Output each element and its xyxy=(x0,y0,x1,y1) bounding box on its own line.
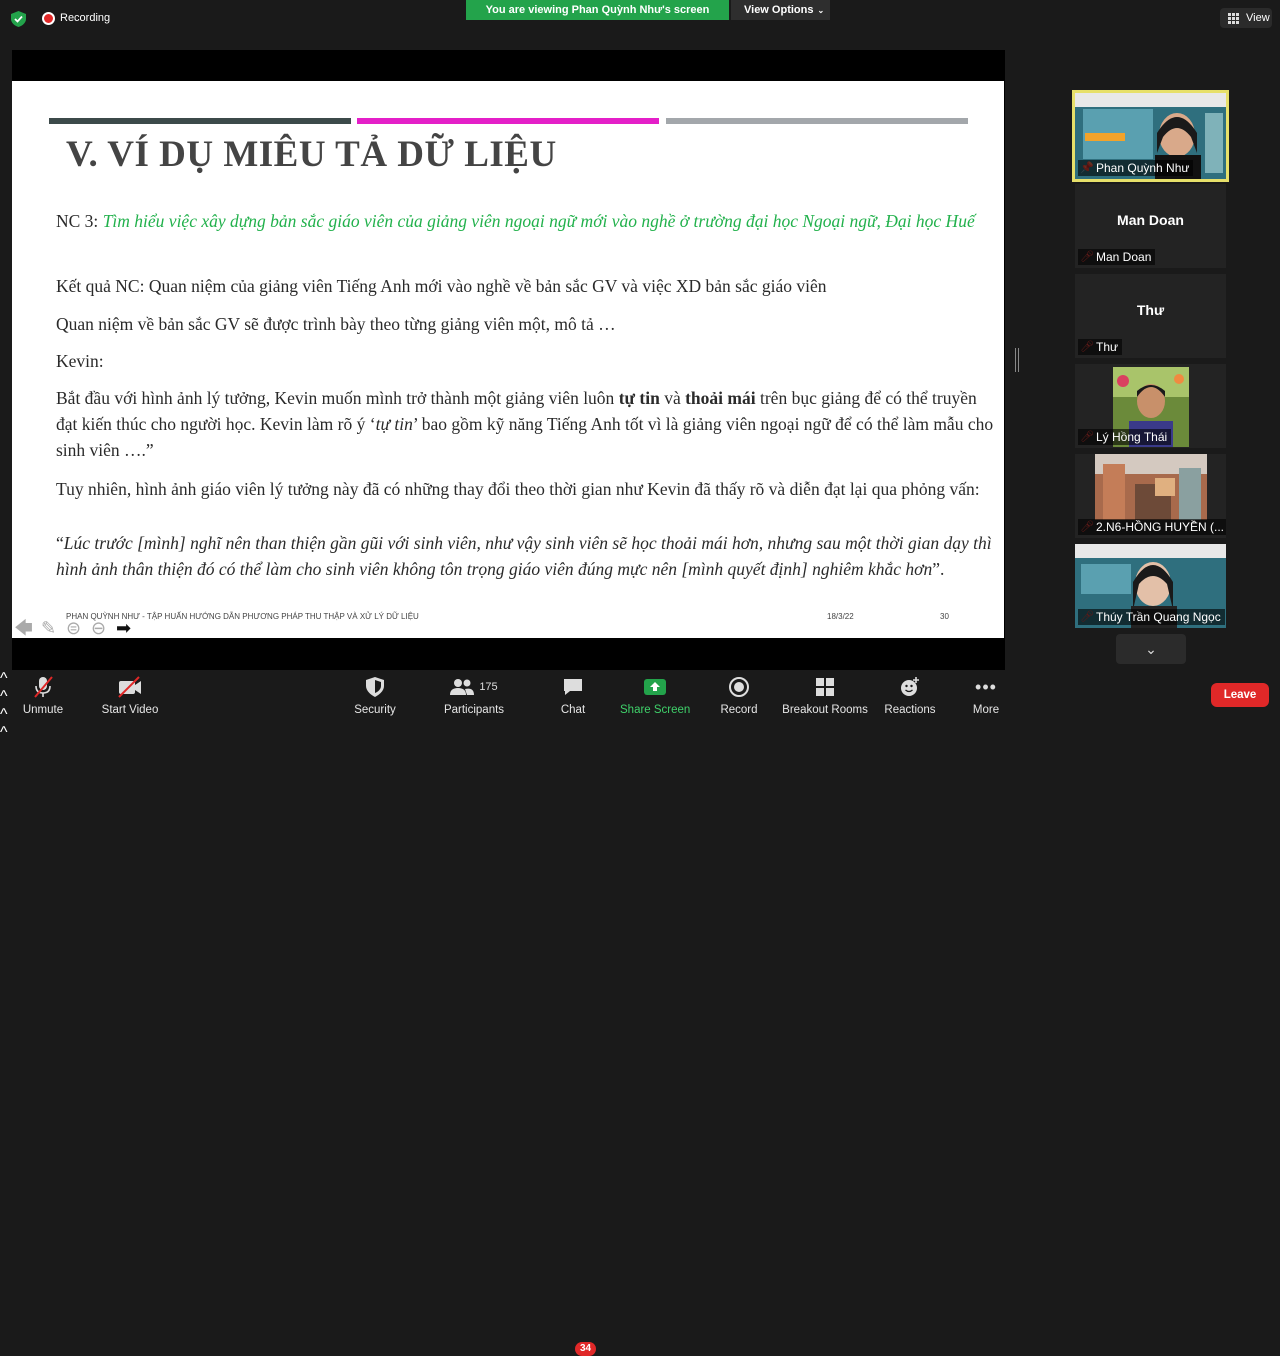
slideshow-controls xyxy=(14,618,133,638)
audio-options-caret[interactable]: ^ xyxy=(0,670,8,687)
p1-text-e: trên bục giảng để có thể truyền đạt kiến thúc cho người học. Kevin làm rõ ý ‘ xyxy=(56,388,977,434)
change-paragraph: Tuy nhiên, hình ảnh giáo viên lý tưởng này đã có những thay đổi theo thời gian như Kevin đã thấy rõ và diễn đạt lại qua phỏng vấn: xyxy=(56,479,980,499)
participant-display-name: Man Doan xyxy=(1117,212,1184,228)
chat-unread-badge: 34 xyxy=(575,1342,596,1356)
nc-prefix: NC 3: xyxy=(56,211,103,231)
participant-video xyxy=(1095,454,1207,520)
result-line: Kết quả NC: Quan niệm của giảng viên Tiếng Anh mới vào nghề về bản sắc GV và việc XD bản sắc giáo viên xyxy=(56,276,827,296)
participant-tile[interactable] xyxy=(1075,274,1226,358)
slide-bar-1 xyxy=(49,118,351,124)
participant-name: Man Doan xyxy=(1078,249,1155,265)
participant-tile[interactable] xyxy=(1072,90,1229,182)
breakout-rooms-button[interactable] xyxy=(782,674,868,718)
pen-icon[interactable]: ✎ xyxy=(40,617,57,638)
participant-name: Thư xyxy=(1078,339,1122,355)
slides-grid-icon[interactable]: ⊜ xyxy=(65,617,82,638)
p1-bold-confident: tự tin xyxy=(618,388,660,408)
share-screen-button[interactable] xyxy=(620,674,690,718)
view-button[interactable] xyxy=(1220,8,1272,28)
zoom-icon[interactable]: ⊖ xyxy=(90,617,107,638)
slide-footer-date: 18/3/22 xyxy=(827,612,854,621)
more-button[interactable] xyxy=(966,674,1006,718)
p1-text-g: ’ bao gồm kỹ năng Tiếng Anh tốt vì là giảng viên ngoại ngữ để có thể làm mẫu cho sinh viên ….” xyxy=(56,414,994,460)
chat-icon xyxy=(562,677,584,697)
chevron-down-icon: ⌄ xyxy=(817,6,825,15)
participants-options-caret[interactable]: ^ xyxy=(0,706,8,723)
slide-footer-title: PHAN QUỲNH NHƯ - TẬP HUẤN HƯỚNG DẪN PHƯƠNG PHÁP THU THẬP VÀ XỬ LÝ DỮ LIỆU xyxy=(66,612,419,621)
slide-title: V. VÍ DỤ MIÊU TẢ DỮ LIỆU xyxy=(66,134,557,175)
security-label: Security xyxy=(354,704,396,716)
view-label: View xyxy=(1246,12,1270,24)
more-label: More xyxy=(972,704,1000,716)
recording-label[interactable]: Recording xyxy=(60,12,111,24)
participant-tile[interactable] xyxy=(1075,184,1226,268)
video-options-caret[interactable]: ^ xyxy=(0,688,8,705)
p1-bold-comfortable: thoải mái xyxy=(685,388,756,408)
participant-tile[interactable] xyxy=(1075,544,1226,628)
breakout-rooms-icon xyxy=(815,677,835,697)
record-icon xyxy=(728,676,750,698)
chat-button[interactable] xyxy=(555,674,591,718)
muted-microphone-icon xyxy=(32,675,54,699)
share-screen-icon xyxy=(643,677,667,697)
previous-slide-icon[interactable]: 🡄 xyxy=(14,617,33,638)
participant-name: Lý Hồng Thái xyxy=(1078,429,1171,445)
recording-icon[interactable] xyxy=(42,12,55,25)
presentation-slide xyxy=(12,81,1004,638)
view-options-button[interactable] xyxy=(731,0,830,20)
start-video-label: Start Video xyxy=(101,704,159,716)
slide-bar-3 xyxy=(666,118,968,124)
panel-resize-handle[interactable] xyxy=(1015,348,1019,372)
top-bar xyxy=(0,0,1280,40)
participants-button[interactable] xyxy=(440,674,508,718)
viewing-banner: You are viewing Phan Quỳnh Như's screen xyxy=(466,0,729,20)
participant-tile[interactable] xyxy=(1075,454,1226,538)
share-screen-label: Share Screen xyxy=(620,704,691,716)
reactions-label: Reactions xyxy=(884,704,936,716)
nc-text: Tìm hiểu việc xây dựng bản sắc giáo viên của giảng viên ngoại ngữ mới vào nghề ở trường đại học Ngoại ngữ, Đại học Huế xyxy=(102,211,975,231)
quote-open: “ xyxy=(56,533,64,553)
gallery-scroll-down-button[interactable] xyxy=(1116,634,1186,664)
participants-icon xyxy=(450,678,474,696)
share-options-caret[interactable]: ^ xyxy=(0,724,8,741)
nc-paragraph xyxy=(56,208,996,234)
chat-label: Chat xyxy=(560,704,586,716)
record-label: Record xyxy=(720,704,758,716)
grid-view-icon xyxy=(1228,13,1239,24)
unmute-label: Unmute xyxy=(22,704,64,716)
quote-text: Lúc trước [mình] nghĩ nên than thiện gần gũi với sinh viên, như vậy sinh viên sẽ học thoải mái hơn, nhưng sau một thời gian dạy thì hình ảnh thân thiện đó có thể làm cho sinh viên không tôn trọng giáo viên đúng mực nên [mình quyết định] nghiêm khắc hơn xyxy=(56,533,992,579)
p1-text-a: Bắt đầu với hình ảnh lý tưởng, Kevin muốn mình trở thành một giảng viên luôn xyxy=(56,388,619,408)
participant-name: Thúy Trần Quang Ngọc xyxy=(1078,609,1225,625)
video-off-icon xyxy=(117,676,143,698)
participant-name: 2.N6-HỒNG HUYỀN (... xyxy=(1078,519,1226,535)
participants-label: Participants xyxy=(443,704,505,716)
participant-name: Phan Quỳnh Như xyxy=(1078,160,1193,176)
slide-bar-2 xyxy=(357,118,659,124)
reactions-icon xyxy=(899,676,921,698)
quote-paragraph xyxy=(56,530,996,582)
more-dots-icon: ••• xyxy=(975,676,997,697)
next-slide-icon[interactable]: ➡ xyxy=(115,617,132,638)
leave-button[interactable]: Leave xyxy=(1211,683,1269,707)
security-button[interactable] xyxy=(351,674,399,718)
participant-display-name: Thư xyxy=(1136,302,1165,318)
meeting-toolbar xyxy=(0,670,1280,1354)
shield-icon[interactable] xyxy=(11,11,26,27)
p1-italic-confident: tự tin xyxy=(375,414,413,434)
quote-close: ”. xyxy=(932,559,945,579)
kevin-paragraph xyxy=(56,385,996,463)
security-shield-icon xyxy=(366,677,384,697)
unmute-button[interactable] xyxy=(18,674,68,718)
view-options-label: View Options xyxy=(744,4,814,16)
slide-page-number: 30 xyxy=(940,612,949,621)
breakout-rooms-label: Breakout Rooms xyxy=(782,704,868,716)
participants-count: 175 xyxy=(479,681,498,693)
kevin-label: Kevin: xyxy=(56,351,104,371)
chevron-down-icon: ⌄ xyxy=(1145,641,1157,657)
p1-text-c: và xyxy=(659,388,686,408)
start-video-button[interactable] xyxy=(98,674,162,718)
concept-line: Quan niệm về bản sắc GV sẽ được trình bày theo từng giảng viên một, mô tả … xyxy=(56,314,616,334)
reactions-button[interactable] xyxy=(884,674,936,718)
record-button[interactable] xyxy=(717,674,761,718)
participant-tile[interactable] xyxy=(1075,364,1226,448)
